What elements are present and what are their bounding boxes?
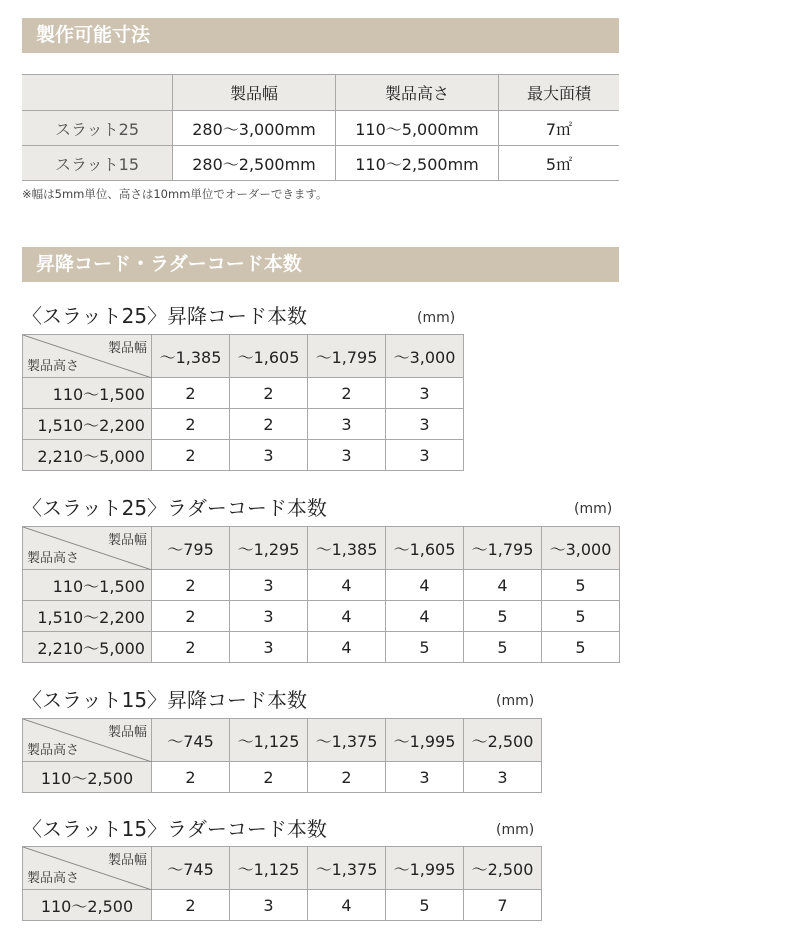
unit-label: (mm) xyxy=(417,310,456,326)
row-label: 1,510〜2,200 xyxy=(23,409,152,440)
column-header: 製品高さ xyxy=(336,75,499,111)
table-cell: 5 xyxy=(386,632,464,663)
table-cell: 3 xyxy=(230,440,308,471)
table-cell: 3 xyxy=(464,762,542,793)
column-header: 〜1,795 xyxy=(308,335,386,378)
table-heading: 〈スラット25〉昇降コード本数 xyxy=(22,304,308,328)
cord-table-slat25-lift xyxy=(22,334,464,471)
table-header-row xyxy=(23,527,620,570)
table-cell: 2 xyxy=(230,762,308,793)
table-cell: 4 xyxy=(308,890,386,921)
table-heading: 〈スラット25〉ラダーコード本数 xyxy=(22,496,327,520)
table-cell: 5 xyxy=(542,570,620,601)
column-header: 最大面積 xyxy=(499,75,620,111)
section-title: 製作可能寸法 xyxy=(36,24,151,46)
row-label: 2,210〜5,000 xyxy=(23,632,152,663)
table-cell: 2 xyxy=(152,762,230,793)
column-header: 〜1,995 xyxy=(386,847,464,890)
table-cell: 5 xyxy=(464,601,542,632)
table-cell: 2 xyxy=(308,762,386,793)
table-row xyxy=(23,601,620,632)
corner-cell xyxy=(23,719,152,762)
footnote: ※幅は5mm単位、高さは10mm単位でオーダーできます。 xyxy=(22,187,328,201)
table-cell: 3 xyxy=(386,440,464,471)
column-header: 〜1,605 xyxy=(386,527,464,570)
corner-width-label: 製品幅 xyxy=(107,533,147,548)
corner-height-label: 製品高さ xyxy=(27,871,80,886)
table-cell: 5 xyxy=(542,601,620,632)
table-cell: 3 xyxy=(308,440,386,471)
row-label: 1,510〜2,200 xyxy=(23,601,152,632)
corner-cell xyxy=(23,847,152,890)
table-cell: 3 xyxy=(230,601,308,632)
table-cell: 4 xyxy=(308,601,386,632)
dimensions-table xyxy=(22,74,619,181)
row-label: 110〜2,500 xyxy=(23,890,152,921)
column-header: 〜2,500 xyxy=(464,847,542,890)
table-row xyxy=(23,570,620,601)
column-header: 〜1,125 xyxy=(230,847,308,890)
table-cell: 3 xyxy=(386,409,464,440)
table-cell: 3 xyxy=(386,762,464,793)
table-cell: 110〜5,000mm xyxy=(336,111,499,146)
column-header: 〜745 xyxy=(152,847,230,890)
table-cell: 2 xyxy=(152,409,230,440)
table-cell: 2 xyxy=(152,632,230,663)
table-heading: 〈スラット15〉ラダーコード本数 xyxy=(22,817,327,841)
table-cell: 3 xyxy=(308,409,386,440)
unit-label: (mm) xyxy=(574,501,613,517)
table-header-row xyxy=(23,719,542,762)
table-cell: 2 xyxy=(152,601,230,632)
table-cell: 4 xyxy=(464,570,542,601)
corner-width-label: 製品幅 xyxy=(107,853,147,868)
table-cell: 5 xyxy=(386,890,464,921)
table-cell: 3 xyxy=(230,570,308,601)
column-header: 〜1,605 xyxy=(230,335,308,378)
corner-width-label: 製品幅 xyxy=(107,341,147,356)
column-header: 製品幅 xyxy=(173,75,336,111)
cord-table-slat15-ladder xyxy=(22,846,542,921)
row-label: 2,210〜5,000 xyxy=(23,440,152,471)
table-cell: 2 xyxy=(152,378,230,409)
table-cell: 2 xyxy=(230,378,308,409)
table-cell: 7㎡ xyxy=(499,111,620,146)
corner-height-label: 製品高さ xyxy=(27,551,80,566)
cord-table-slat15-lift xyxy=(22,718,542,793)
table-cell: 110〜2,500mm xyxy=(336,146,499,181)
corner-width-label: 製品幅 xyxy=(107,725,147,740)
column-header: 〜2,500 xyxy=(464,719,542,762)
table-row xyxy=(22,146,619,181)
table-cell: 2 xyxy=(152,570,230,601)
table-row xyxy=(23,440,464,471)
column-header: 〜1,995 xyxy=(386,719,464,762)
column-header xyxy=(22,75,173,111)
cord-table-slat25-ladder xyxy=(22,526,620,663)
table-row xyxy=(23,409,464,440)
table-cell: 280〜3,000mm xyxy=(173,111,336,146)
table-row xyxy=(22,111,619,146)
section-title: 昇降コード・ラダーコード本数 xyxy=(36,253,302,275)
row-label: 110〜1,500 xyxy=(23,378,152,409)
table-row xyxy=(23,890,542,921)
table-row xyxy=(23,632,620,663)
column-header: 〜1,795 xyxy=(464,527,542,570)
corner-cell xyxy=(23,527,152,570)
row-label: 110〜2,500 xyxy=(23,762,152,793)
table-cell: 3 xyxy=(230,890,308,921)
column-header: 〜1,385 xyxy=(152,335,230,378)
row-label: スラット15 xyxy=(22,146,173,181)
corner-cell xyxy=(23,335,152,378)
table-header-row xyxy=(23,847,542,890)
table-cell: 5 xyxy=(464,632,542,663)
table-cell: 3 xyxy=(230,632,308,663)
table-cell: 2 xyxy=(308,378,386,409)
table-cell: 4 xyxy=(386,601,464,632)
column-header: 〜3,000 xyxy=(386,335,464,378)
row-label: 110〜1,500 xyxy=(23,570,152,601)
table-cell: 4 xyxy=(308,570,386,601)
table-cell: 5 xyxy=(542,632,620,663)
column-header: 〜1,375 xyxy=(308,719,386,762)
table-header-row xyxy=(22,75,619,111)
table-cell: 4 xyxy=(308,632,386,663)
section-banner-cords xyxy=(22,247,619,282)
corner-height-label: 製品高さ xyxy=(27,743,80,758)
table-cell: 5㎡ xyxy=(499,146,620,181)
table-cell: 280〜2,500mm xyxy=(173,146,336,181)
column-header: 〜1,375 xyxy=(308,847,386,890)
section-banner-dimensions xyxy=(22,18,619,53)
table-cell: 2 xyxy=(152,440,230,471)
table-header-row xyxy=(23,335,464,378)
row-label: スラット25 xyxy=(22,111,173,146)
column-header: 〜3,000 xyxy=(542,527,620,570)
table-cell: 7 xyxy=(464,890,542,921)
column-header: 〜745 xyxy=(152,719,230,762)
column-header: 〜1,295 xyxy=(230,527,308,570)
table-row xyxy=(23,762,542,793)
unit-label: (mm) xyxy=(496,693,535,709)
table-cell: 2 xyxy=(230,409,308,440)
unit-label: (mm) xyxy=(496,822,535,838)
table-heading: 〈スラット15〉昇降コード本数 xyxy=(22,688,308,712)
corner-height-label: 製品高さ xyxy=(27,359,80,374)
column-header: 〜795 xyxy=(152,527,230,570)
table-cell: 2 xyxy=(152,890,230,921)
column-header: 〜1,385 xyxy=(308,527,386,570)
table-row xyxy=(23,378,464,409)
table-cell: 3 xyxy=(386,378,464,409)
column-header: 〜1,125 xyxy=(230,719,308,762)
table-cell: 4 xyxy=(386,570,464,601)
